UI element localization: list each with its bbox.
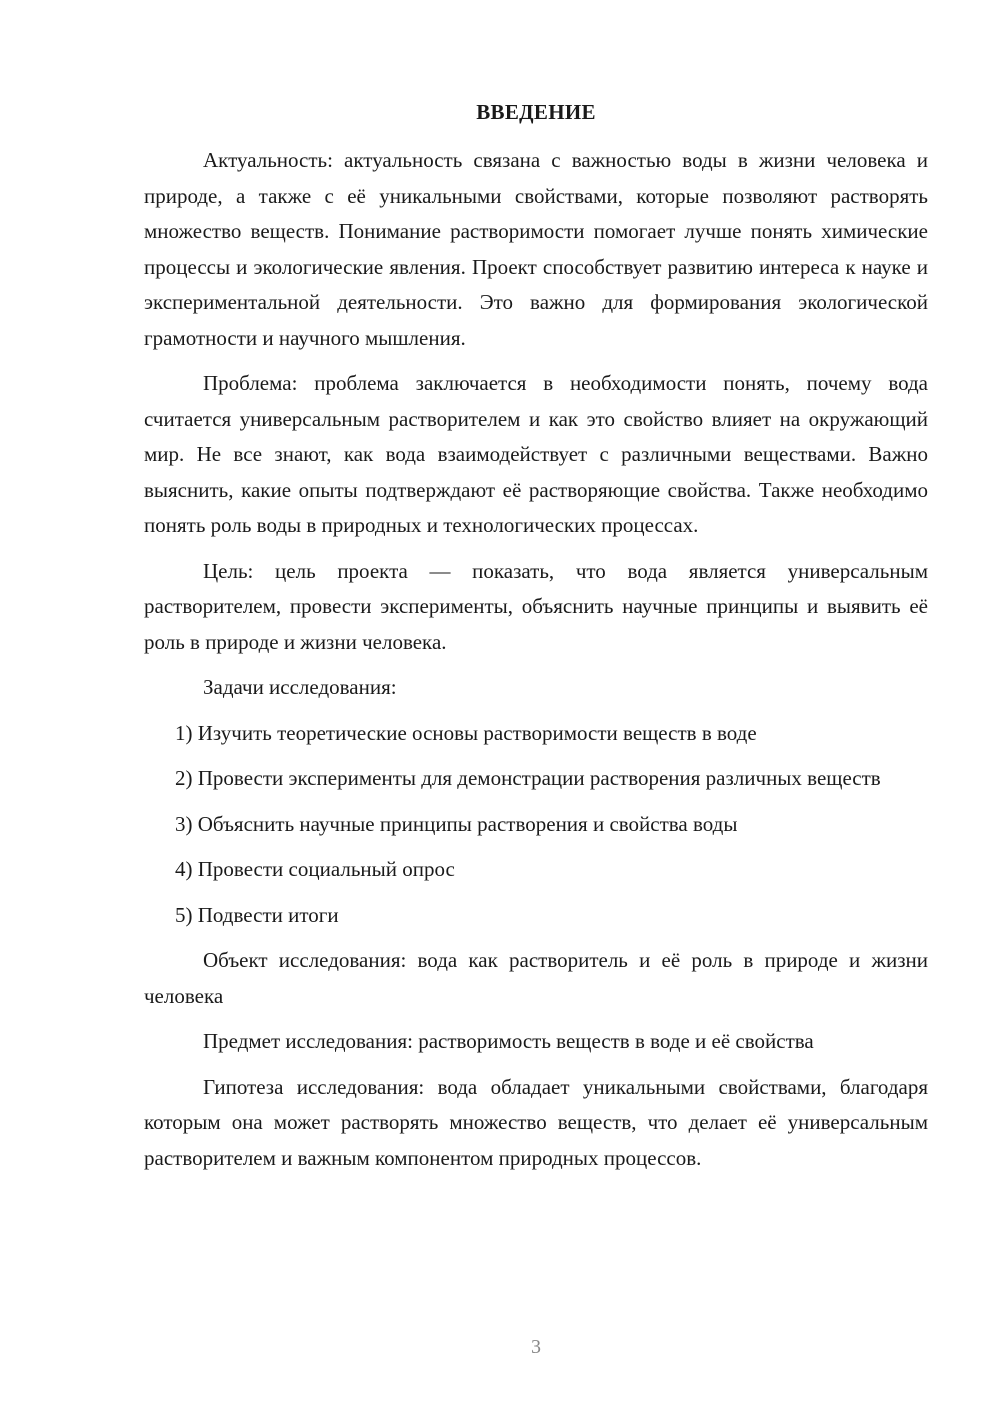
task-item-5: 5) Подвести итоги [175, 902, 339, 927]
paragraph-hypothesis: Гипотеза исследования: вода обладает уникальными свойствами, благодаря которым она может растворять множество веществ, что делает её универсальным растворителем и важным компонентом природных процессов. [144, 1074, 928, 1170]
page-title: ВВЕДЕНИЕ [476, 100, 596, 124]
task-item-3: 3) Объяснить научные принципы растворения и свойства воды [175, 811, 738, 836]
paragraph-relevance: Актуальность: актуальность связана с важностью воды в жизни человека и природе, а также с её уникальными свойствами, которые позволяют растворять множество веществ. Понимание растворимости помогает лучше понять химические процессы и экологические явления. Проект способствует развитию интереса к науке и экспериментальной деятельности. Это важно для формирования экологической грамотности и научного мышления. [144, 148, 928, 350]
task-item-1: 1) Изучить теоретические основы растворимости веществ в воде [175, 720, 757, 745]
paragraph-subject: Предмет исследования: растворимость веществ в воде и её свойства [203, 1029, 814, 1053]
paragraph-object: Объект исследования: вода как растворитель и её роль в природе и жизни человека [144, 948, 928, 1008]
task-item-2: 2) Провести эксперименты для демонстрации растворения различных веществ [175, 766, 881, 790]
page-number: 3 [531, 1336, 541, 1358]
paragraph-goal: Цель: цель проекта — показать, что вода является универсальным растворителем, провести эксперименты, объяснить научные принципы и выявить её роль в природе и жизни человека. [144, 558, 928, 654]
tasks-heading: Задачи исследования: [203, 675, 397, 699]
task-item-4: 4) Провести социальный опрос [175, 857, 455, 881]
body-text [144, 143, 928, 1186]
paragraph-problem: Проблема: проблема заключается в необходимости понять, почему вода считается универсальным растворителем и как это свойство влияет на окружающий мир. Не все знают, как вода взаимодействует с различными веществами. Важно выяснить, какие опыты подтверждают её растворяющие свойства. Также необходимо понять роль воды в природных и технологических процессах. [144, 371, 928, 537]
